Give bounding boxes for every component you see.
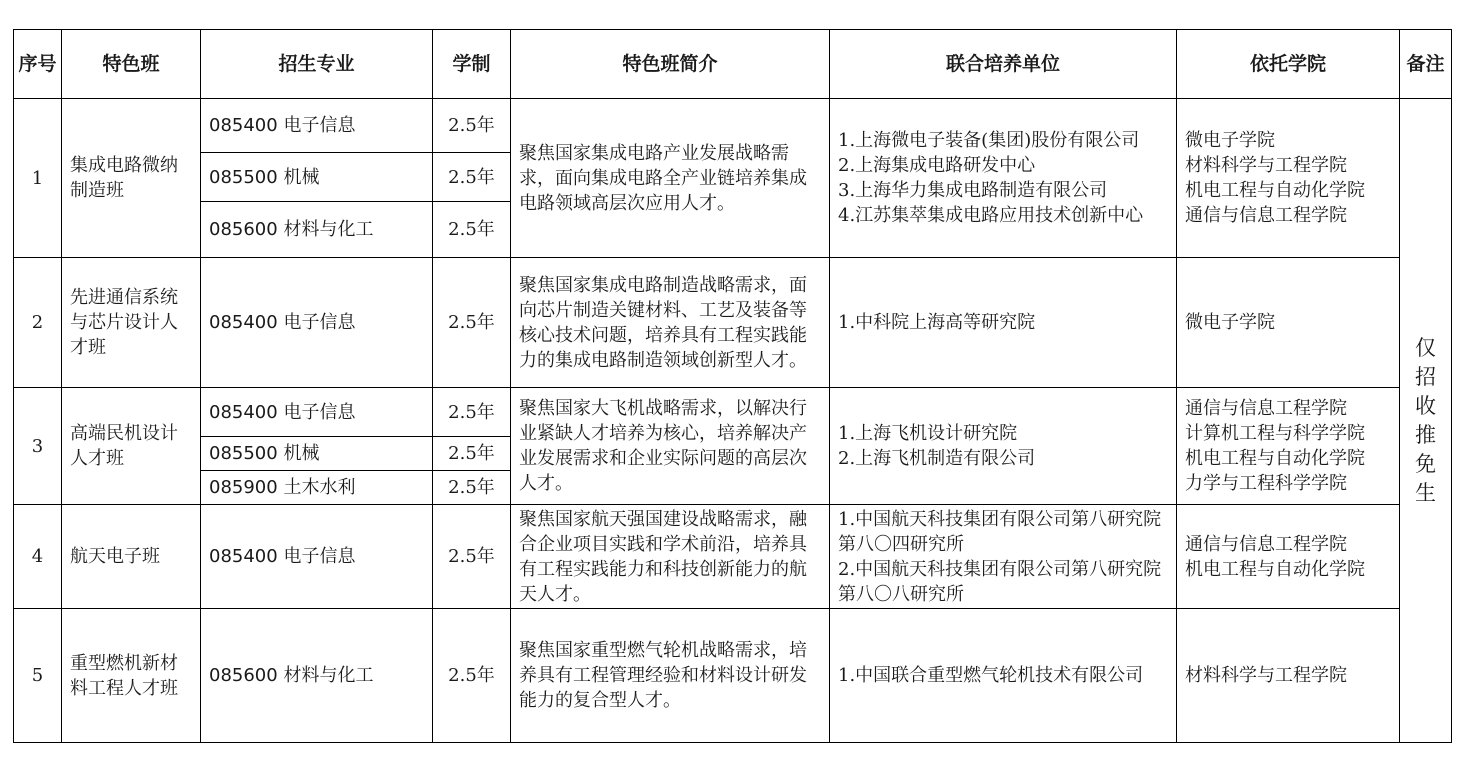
row-no: 4: [14, 505, 62, 609]
major-cell: [201, 388, 433, 437]
major-code: 085500: [209, 166, 278, 188]
duration-cell: 2.5年: [433, 258, 511, 388]
header-partner: 联合培养单位: [830, 30, 1177, 99]
college-item: 材料科学与工程学院: [1185, 665, 1347, 686]
major-cell: [201, 609, 433, 743]
partner-cell: [830, 505, 1177, 609]
remark-cell: [1400, 99, 1452, 743]
college-item: 材料科学与工程学院: [1185, 155, 1347, 176]
header-major: 招生专业: [201, 30, 433, 99]
college-item: 通信与信息工程学院: [1185, 398, 1347, 419]
major-cell: [201, 437, 433, 471]
duration-cell: 2.5年: [433, 505, 511, 609]
duration-cell: 2.5年: [433, 388, 511, 437]
major-cell: [201, 471, 433, 505]
partner-item: 2.上海集成电路研发中心: [838, 155, 1036, 176]
intro-cell: 聚焦国家集成电路产业发展战略需求，面向集成电路全产业链培养集成电路领域高层次应用人才。: [511, 99, 830, 258]
college-item: 微电子学院: [1185, 312, 1275, 333]
major-code: 085400: [209, 115, 278, 136]
partner-cell: [830, 99, 1177, 258]
remark-text: 仅招收推免生: [1415, 335, 1436, 505]
duration-cell: 2.5年: [433, 99, 511, 153]
college-cell: [1177, 258, 1400, 388]
major-code: 085400: [209, 546, 278, 567]
intro-cell: 聚焦国家航天强国建设战略需求，融合企业项目实践和学术前沿，培养具有工程实践能力和科技创新能力的航天人才。: [511, 505, 830, 609]
duration-cell: 2.5年: [433, 609, 511, 743]
class-name: 先进通信系统与芯片设计人才班: [62, 258, 201, 388]
partner-item: 1.上海飞机设计研究院: [838, 423, 1018, 444]
major-name: 机械: [283, 166, 320, 188]
class-name: 高端民机设计人才班: [62, 388, 201, 505]
partner-cell: [830, 609, 1177, 743]
major-name: 材料与化工: [283, 219, 374, 240]
partner-cell: [830, 388, 1177, 505]
table-row: [14, 388, 1452, 437]
college-cell: [1177, 388, 1400, 505]
college-item: 通信与信息工程学院: [1185, 533, 1347, 555]
partner-item: 1.中国联合重型燃气轮机技术有限公司: [838, 665, 1144, 686]
major-code: 085400: [209, 401, 278, 423]
college-item: 微电子学院: [1185, 130, 1275, 151]
major-cell: [201, 202, 433, 258]
intro-cell: 聚焦国家集成电路制造战略需求，面向芯片制造关键材料、工艺及装备等核心技术问题，培养具有工程实践能力的集成电路制造领域创新型人才。: [511, 258, 830, 388]
duration-cell: 2.5年: [433, 471, 511, 505]
partner-item: 3.上海华力集成电路制造有限公司: [838, 180, 1108, 201]
partner-item: 2.中国航天科技集团有限公司第八研究院第八〇八研究所: [838, 558, 1162, 605]
college-item: 机电工程与自动化学院: [1185, 180, 1365, 201]
partner-item: 1.上海微电子装备(集团)股份有限公司: [838, 130, 1140, 151]
major-name: 电子信息: [283, 401, 356, 423]
major-code: 085500: [209, 443, 278, 464]
duration-cell: 2.5年: [433, 437, 511, 471]
college-item: 通信与信息工程学院: [1185, 205, 1347, 226]
college-cell: [1177, 99, 1400, 258]
table-row: [14, 258, 1452, 388]
major-name: 机械: [283, 443, 320, 464]
duration-cell: 2.5年: [433, 153, 511, 202]
class-name: 重型燃机新材料工程人才班: [62, 609, 201, 743]
college-item: 计算机工程与科学学院: [1185, 423, 1365, 444]
college-item: 机电工程与自动化学院: [1185, 558, 1365, 580]
row-no: 5: [14, 609, 62, 743]
header-row: [14, 30, 1452, 99]
major-code: 085400: [209, 312, 278, 333]
partner-item: 2.上海飞机制造有限公司: [838, 448, 1036, 469]
major-cell: [201, 99, 433, 153]
duration-cell: 2.5年: [433, 202, 511, 258]
header-remark: 备注: [1400, 30, 1452, 99]
major-name: 电子信息: [283, 115, 356, 136]
college-cell: [1177, 505, 1400, 609]
major-name: 电子信息: [283, 546, 356, 567]
class-name: 航天电子班: [62, 505, 201, 609]
college-cell: [1177, 609, 1400, 743]
intro-cell: 聚焦国家大飞机战略需求，以解决行业紧缺人才培养为核心，培养解决产业发展需求和企业实际问题的高层次人才。: [511, 388, 830, 505]
intro-cell: 聚焦国家重型燃气轮机战略需求，培养具有工程管理经验和材料设计研发能力的复合型人才。: [511, 609, 830, 743]
major-code: 085900: [209, 477, 278, 498]
major-name: 电子信息: [283, 312, 356, 333]
table-row: [14, 609, 1452, 743]
header-intro: 特色班简介: [511, 30, 830, 99]
row-no: 3: [14, 388, 62, 505]
partner-cell: [830, 258, 1177, 388]
college-item: 机电工程与自动化学院: [1185, 448, 1365, 469]
major-code: 085600: [209, 219, 278, 240]
header-no: 序号: [14, 30, 62, 99]
partner-item: 4.江苏集萃集成电路应用技术创新中心: [838, 205, 1144, 226]
major-cell: [201, 258, 433, 388]
header-college: 依托学院: [1177, 30, 1400, 99]
table-row: [14, 505, 1452, 609]
major-cell: [201, 505, 433, 609]
table-row: [14, 99, 1452, 153]
college-item: 力学与工程科学学院: [1185, 473, 1347, 494]
special-class-table: [13, 29, 1452, 743]
partner-item: 1.中国航天科技集团有限公司第八研究院第八〇四研究所: [838, 508, 1162, 555]
partner-item: 1.中科院上海高等研究院: [838, 312, 1036, 333]
row-no: 1: [14, 99, 62, 258]
header-class: 特色班: [62, 30, 201, 99]
class-name: 集成电路微纳制造班: [62, 99, 201, 258]
major-cell: [201, 153, 433, 202]
row-no: 2: [14, 258, 62, 388]
major-name: 土木水利: [283, 477, 356, 498]
major-name: 材料与化工: [283, 665, 374, 686]
major-code: 085600: [209, 665, 278, 686]
header-duration: 学制: [433, 30, 511, 99]
